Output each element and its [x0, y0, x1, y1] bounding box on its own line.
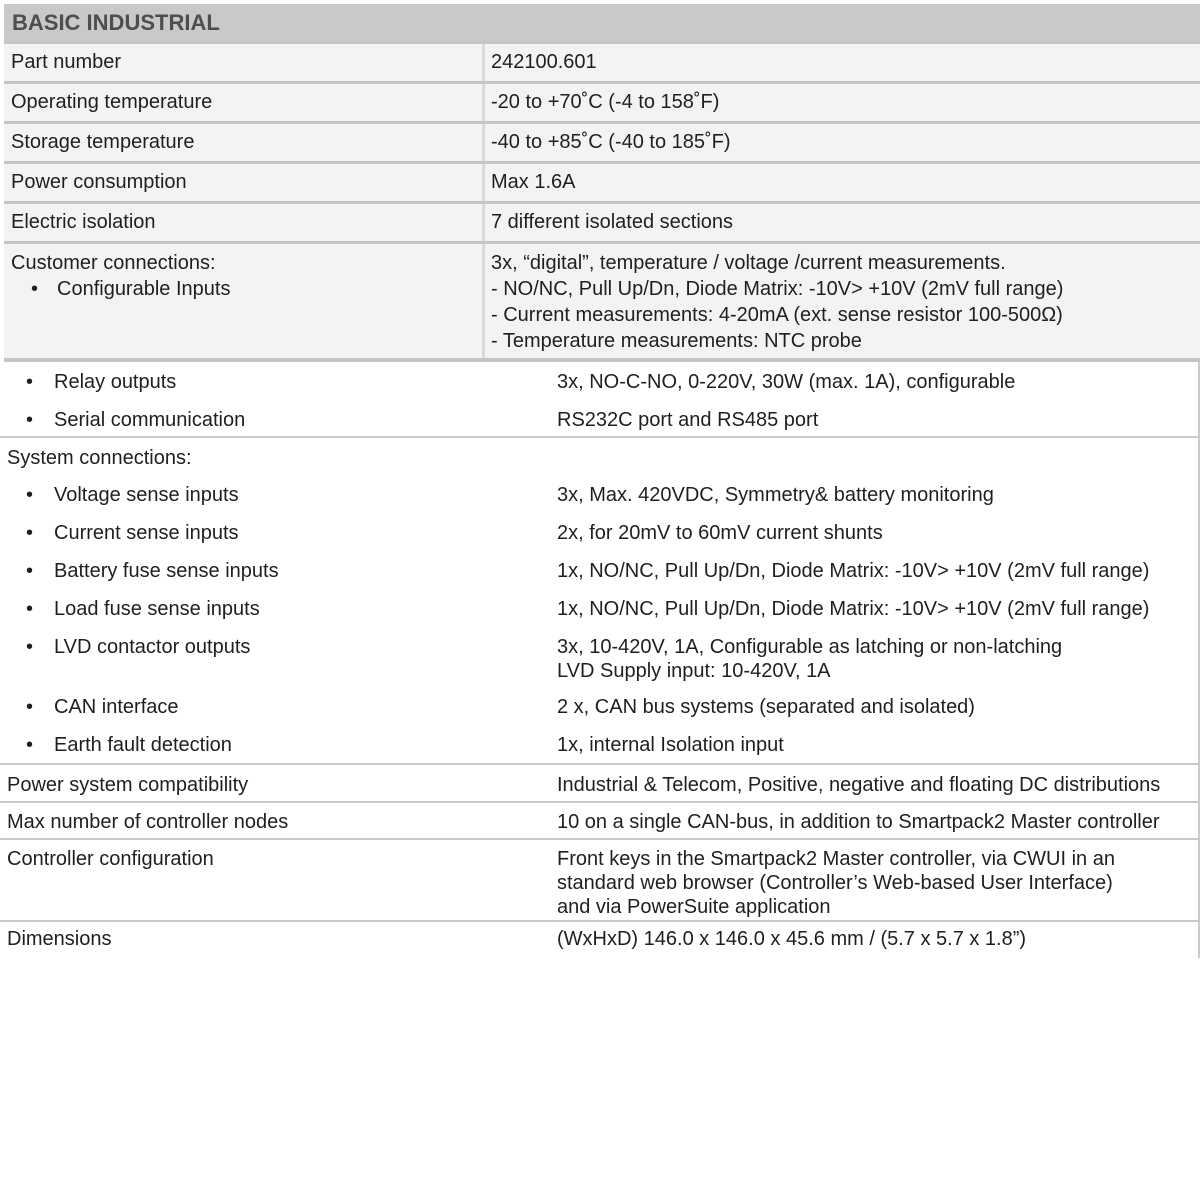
relay-outputs-label: Relay outputs [54, 371, 177, 393]
power-system-compatibility-label: Power system compatibility [7, 774, 249, 796]
table-row [4, 161, 1200, 201]
table-row [0, 726, 1200, 763]
table-title: BASIC INDUSTRIAL [4, 4, 1200, 41]
can-interface-label: CAN interface [54, 696, 179, 718]
bullet: • [26, 409, 34, 431]
customer-connections-label: Customer connections: [11, 252, 216, 274]
storage-temperature-label: Storage temperature [4, 124, 482, 161]
table-row [0, 840, 1200, 920]
current-sense-inputs-value: 2x, for 20mV to 60mV current shunts [557, 522, 883, 544]
voltage-sense-inputs-label: Voltage sense inputs [54, 484, 239, 506]
serial-communication-value: RS232C port and RS485 port [557, 409, 819, 431]
controller-configuration-label: Controller configuration [7, 848, 214, 870]
max-controller-nodes-label: Max number of controller nodes [7, 811, 289, 833]
customer-connections-line: - Temperature measurements: NTC probe [491, 330, 862, 352]
bullet: • [26, 522, 34, 544]
bullet: • [26, 484, 34, 506]
load-fuse-sense-inputs-value: 1x, NO/NC, Pull Up/Dn, Diode Matrix: -10V> +10V (2mV full range) [557, 598, 1150, 620]
table-row [0, 514, 1200, 552]
dimensions-value: (WxHxD) 146.0 x 146.0 x 45.6 mm / (5.7 x 5.7 x 1.8”) [557, 928, 1027, 950]
battery-fuse-sense-inputs-label: Battery fuse sense inputs [54, 560, 279, 582]
max-controller-nodes-value: 10 on a single CAN-bus, in addition to Smartpack2 Master controller [557, 811, 1160, 833]
table-row [4, 241, 1200, 358]
bullet: • [26, 734, 34, 756]
table-row [4, 201, 1200, 241]
customer-connections-line: - NO/NC, Pull Up/Dn, Diode Matrix: -10V> +10V (2mV full range) [491, 278, 1064, 300]
bullet: • [26, 696, 34, 718]
bullet: • [26, 371, 34, 393]
electric-isolation-value: 7 different isolated sections [485, 204, 1200, 241]
bullet: • [26, 560, 34, 582]
lvd-contactor-outputs-value: 3x, 10-420V, 1A, Configurable as latching or non-latching [557, 636, 1063, 658]
customer-connections-line: 3x, “digital”, temperature / voltage /current measurements. [491, 252, 1006, 274]
configurable-inputs-label: Configurable Inputs [57, 278, 231, 300]
controller-configuration-line: Front keys in the Smartpack2 Master controller, via CWUI in an [557, 848, 1115, 870]
can-interface-value: 2 x, CAN bus systems (separated and isolated) [557, 696, 975, 718]
lvd-contactor-outputs-label: LVD contactor outputs [54, 636, 251, 658]
part-number-label: Part number [4, 44, 482, 81]
battery-fuse-sense-inputs-value: 1x, NO/NC, Pull Up/Dn, Diode Matrix: -10V> +10V (2mV full range) [557, 560, 1150, 582]
table-row [0, 400, 1200, 436]
electric-isolation-label: Electric isolation [4, 204, 482, 241]
power-consumption-label: Power consumption [4, 164, 482, 201]
earth-fault-detection-value: 1x, internal Isolation input [557, 734, 784, 756]
relay-outputs-value: 3x, NO-C-NO, 0-220V, 30W (max. 1A), configurable [557, 371, 1016, 393]
table-row [0, 590, 1200, 628]
operating-temperature-label: Operating temperature [4, 84, 482, 121]
table-row [0, 362, 1200, 400]
power-consumption-value: Max 1.6A [485, 164, 1200, 201]
part-number-value: 242100.601 [485, 44, 1200, 81]
table-row [4, 81, 1200, 121]
table-row [0, 628, 1200, 688]
controller-configuration-line: and via PowerSuite application [557, 896, 831, 918]
basic-spec-table [4, 4, 1200, 362]
serial-communication-label: Serial communication [54, 409, 246, 431]
load-fuse-sense-inputs-label: Load fuse sense inputs [54, 598, 260, 620]
table-row [0, 476, 1200, 514]
operating-temperature-value: -20 to +70˚C (-4 to 158˚F) [485, 84, 1200, 121]
table-row [0, 438, 1200, 476]
table-row [4, 41, 1200, 81]
storage-temperature-value: -40 to +85˚C (-40 to 185˚F) [485, 124, 1200, 161]
customer-connections-line: - Current measurements: 4-20mA (ext. sense resistor 100-500Ω) [491, 304, 1063, 326]
current-sense-inputs-label: Current sense inputs [54, 522, 239, 544]
dimensions-label: Dimensions [7, 928, 112, 950]
bullet: • [26, 598, 34, 620]
table-row [4, 121, 1200, 161]
system-connections-label: System connections: [7, 447, 192, 469]
voltage-sense-inputs-value: 3x, Max. 420VDC, Symmetry& battery monitoring [557, 484, 994, 506]
controller-configuration-line: standard web browser (Controller’s Web-based User Interface) [557, 872, 1113, 894]
table-row [0, 552, 1200, 590]
bullet: • [31, 278, 39, 300]
power-system-compatibility-value: Industrial & Telecom, Positive, negative and floating DC distributions [557, 774, 1161, 796]
table-row [0, 765, 1200, 801]
extended-spec-table [0, 362, 1200, 958]
lvd-supply-input-value: LVD Supply input: 10-420V, 1A [557, 660, 831, 682]
table-row [0, 922, 1200, 958]
bullet: • [26, 636, 34, 658]
table-row [0, 688, 1200, 726]
earth-fault-detection-label: Earth fault detection [54, 734, 232, 756]
table-row [0, 803, 1200, 838]
